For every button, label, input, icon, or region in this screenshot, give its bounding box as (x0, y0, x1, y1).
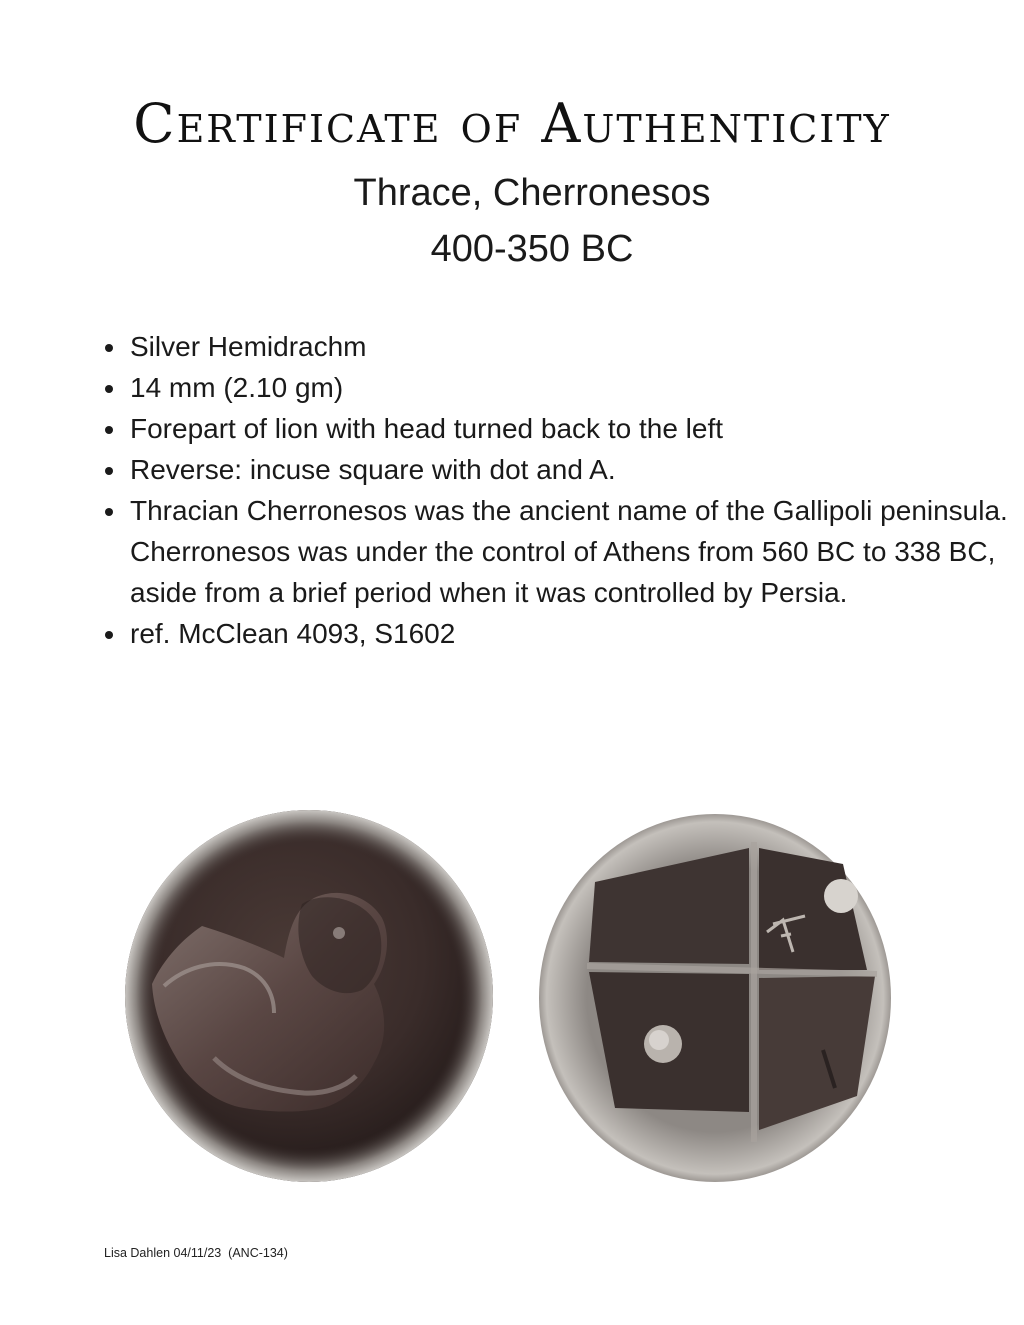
coin-images (0, 808, 1024, 1188)
detail-item: • 14 mm (2.10 gm) (128, 367, 1008, 408)
certificate-title: Certificate of Authenticity (133, 92, 891, 155)
footer-signature: Lisa Dahlen 04/11/23 (ANC-134) (104, 1246, 288, 1260)
coin-reverse-image (537, 812, 893, 1184)
coin-obverse-image (124, 808, 494, 1188)
detail-item: • Thracian Cherronesos was the ancient name of the Gallipoli peninsula. Cherronesos was under the control of Athens from 560 BC to 338 BC, aside from a brief period when it was controlled by Persia. (128, 490, 1008, 613)
coin-location: Thrace, Cherronesos (353, 172, 711, 214)
detail-item: • Reverse: incuse square with dot and A. (128, 449, 1008, 490)
detail-item: • Forepart of lion with head turned back to the left (128, 408, 1008, 449)
detail-item: • Silver Hemidrachm (128, 326, 1008, 367)
details-list (82, 326, 1008, 654)
detail-item: • ref. McClean 4093, S1602 (128, 613, 1008, 654)
coin-date: 400-350 BC (430, 228, 634, 270)
